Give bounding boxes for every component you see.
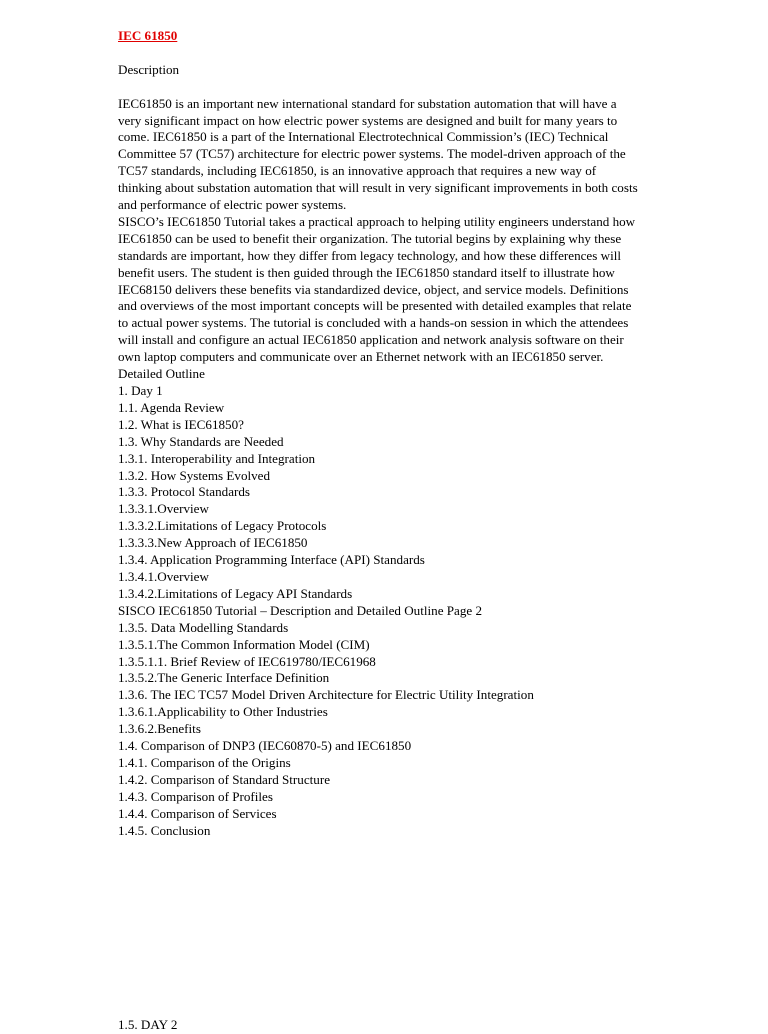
outline-heading: Detailed Outline — [118, 366, 205, 382]
outline-item: 1.3.5.1.1. Brief Review of IEC619780/IEC61968 — [118, 653, 376, 669]
outline-item: 1.4.1. Comparison of the Origins — [118, 754, 291, 770]
outline-item: 1.3.5.1.The Common Information Model (CIM) — [118, 636, 370, 652]
detailed-outline-list — [118, 366, 638, 839]
outline-item: 1.3.2. How Systems Evolved — [118, 467, 271, 483]
section-label: Description — [118, 61, 180, 77]
outline-item: 1.4.5. Conclusion — [118, 822, 211, 838]
outline-item: 1.3.6. The IEC TC57 Model Driven Architecture for Electric Utility Integration — [118, 687, 534, 703]
outline-item: 1.3.3.2.Limitations of Legacy Protocols — [118, 518, 327, 534]
outline-item: 1.3.5.2.The Generic Interface Definition — [118, 670, 330, 686]
cut-off-outline-item: 1.5. DAY 2 — [118, 1017, 178, 1032]
outline-item: 1.4. Comparison of DNP3 (IEC60870-5) and IEC61850 — [118, 738, 412, 754]
outline-item: 1.3.3.3.New Approach of IEC61850 — [118, 535, 308, 551]
tutorial-paragraph: SISCO’s IEC61850 Tutorial takes a practical approach to helping utility engineers understand how IEC61850 can be used to benefit their organization. The tutorial begins by explaining why these standards are important, how they differ from legacy technology, and how these differences will benefit users. The student is then guided through the IEC61850 standard itself to illustrate how IEC68150 delivers these benefits via standardized device, object, and service models. Definitions and overviews of the most important concepts will be presented with detailed examples that relate to actual power systems. The tutorial is concluded with a hands-on session in which the attendees will install and configure an actual IEC61850 application and network analysis software on their own laptop computers and communicate over an Ethernet network with an IEC61850 server. — [118, 213, 636, 365]
outline-item: 1.3. Why Standards are Needed — [118, 433, 284, 449]
outline-item: 1.3.4.2.Limitations of Legacy API Standards — [118, 585, 353, 601]
outline-item: 1.4.3. Comparison of Profiles — [118, 788, 273, 804]
outline-item: 1.3.6.1.Applicability to Other Industries — [118, 704, 328, 720]
outline-item: 1.3.5. Data Modelling Standards — [118, 619, 289, 635]
outline-item: 1.2. What is IEC61850? — [118, 416, 244, 432]
description-paragraph: IEC61850 is an important new international standard for substation automation that will have a very significant impact on how electric power systems are designed and built for many years to come. IEC61850 is a part of the International Electrotechnical Commission’s (IEC) Technical Committee 57 (TC57) architecture for electric power systems. The model-driven approach of the TC57 standards, including IEC61850, is an innovative approach that requires a new way of thinking about substation automation that will result in very significant improvements in both costs and performance of electric power systems. — [118, 95, 638, 213]
outline-item: 1.3.3.1.Overview — [118, 501, 209, 517]
spacer — [118, 45, 638, 62]
outline-item: 1.3.4. Application Programming Interface (API) Standards — [118, 552, 425, 568]
outline-item: 1.4.4. Comparison of Services — [118, 805, 277, 821]
outline-item: 1.1. Agenda Review — [118, 399, 225, 415]
outline-item: 1.3.4.1.Overview — [118, 568, 209, 584]
outline-item: 1. Day 1 — [118, 383, 163, 398]
outline-item: 1.3.3. Protocol Standards — [118, 484, 251, 500]
outline-item: 1.3.1. Interoperability and Integration — [118, 450, 316, 466]
outline-item: SISCO IEC61850 Tutorial – Description and Detailed Outline Page 2 — [118, 602, 483, 618]
outline-item: 1.3.6.2.Benefits — [118, 721, 201, 737]
spacer — [118, 79, 638, 96]
document-title: IEC 61850 — [118, 28, 178, 43]
document-page — [118, 28, 638, 839]
outline-item: 1.4.2. Comparison of Standard Structure — [118, 771, 331, 787]
